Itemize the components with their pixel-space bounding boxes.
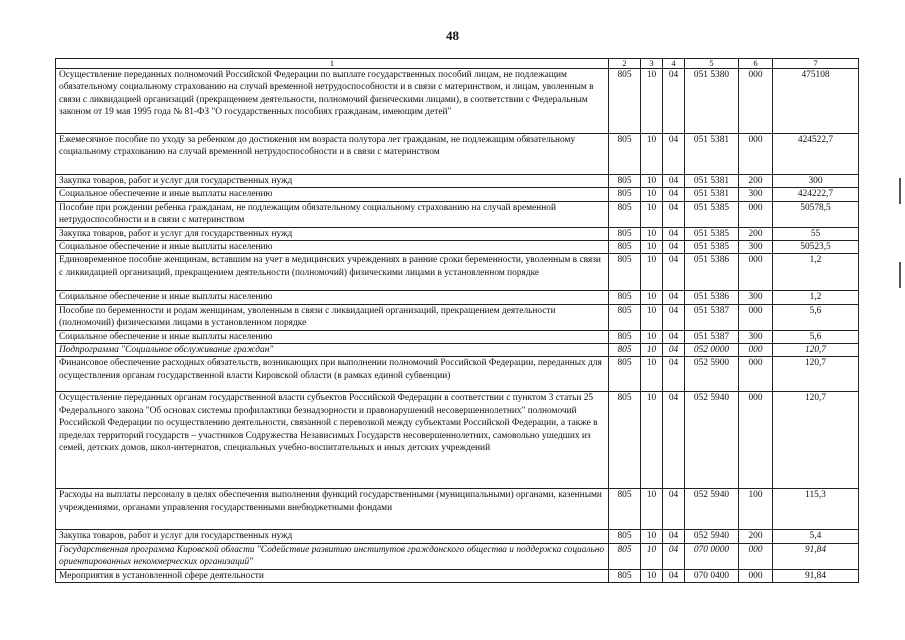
row-name-cell: Осуществление переданных органам государственной власти субъектов Российской Федерации в соответствии с пунктом 3 статьи 25 Федерального закона "Об основах системы профилактики безнадзорности и правонарушений несовершеннолетних" полномочий Российской Федерации по осуществлению деятельности, связанной с перевозкой между субъектами Российской Федерации, а также в пределах территорий государств – участников Содружества Независимых Государств несовершеннолетних, самовольно ушедших из семей, детских домов, школ-интернатов, специальных учебно-воспитательных и иных детских учреждений [56, 392, 609, 489]
target-article-cell: 052 5940 [685, 530, 739, 543]
target-article-cell: 051 5386 [685, 291, 739, 304]
page-number: 48 [446, 28, 459, 43]
admin-code-cell: 805 [609, 201, 641, 227]
expense-type-cell: 300 [739, 330, 773, 343]
section-cell: 10 [641, 241, 663, 254]
target-article-cell: 070 0000 [685, 543, 739, 569]
expense-type-cell: 000 [739, 392, 773, 489]
table-row [56, 201, 859, 227]
table-row [56, 392, 859, 489]
column-header: 5 [685, 59, 739, 69]
section-cell: 10 [641, 227, 663, 240]
expense-type-cell: 000 [739, 357, 773, 392]
section-cell: 10 [641, 188, 663, 201]
expense-type-cell: 000 [739, 543, 773, 569]
target-article-cell: 051 5380 [685, 69, 739, 134]
subsection-cell: 04 [663, 69, 685, 134]
amount-cell: 120,7 [773, 344, 859, 357]
table-row [56, 543, 859, 569]
section-cell: 10 [641, 357, 663, 392]
row-name-cell: Расходы на выплаты персоналу в целях обеспечения выполнения функций государственными (муниципальными) органами, казенными учреждениями, органами управления государственными внебюджетными фондами [56, 489, 609, 530]
column-header: 4 [663, 59, 685, 69]
amount-cell: 50523,5 [773, 241, 859, 254]
amount-cell: 5,4 [773, 530, 859, 543]
row-name-cell: Финансовое обеспечение расходных обязательств, возникающих при выполнении полномочий Российской Федерации, переданных для осуществления органам государственной власти Кировской области (в рамках единой субвенции) [56, 357, 609, 392]
column-header: 3 [641, 59, 663, 69]
amount-cell: 475108 [773, 69, 859, 134]
expense-type-cell: 200 [739, 175, 773, 188]
subsection-cell: 04 [663, 344, 685, 357]
column-header: 6 [739, 59, 773, 69]
subsection-cell: 04 [663, 489, 685, 530]
row-name-cell: Мероприятия в установленной сфере деятельности [56, 569, 609, 582]
admin-code-cell: 805 [609, 330, 641, 343]
admin-code-cell: 805 [609, 489, 641, 530]
amount-cell: 424522,7 [773, 134, 859, 175]
scan-edge-mark [899, 262, 901, 288]
admin-code-cell: 805 [609, 134, 641, 175]
target-article-cell: 051 5387 [685, 304, 739, 330]
amount-cell: 5,6 [773, 304, 859, 330]
target-article-cell: 052 5900 [685, 357, 739, 392]
scan-edge-mark [899, 178, 901, 204]
row-name-cell: Социальное обеспечение и иные выплаты населению [56, 241, 609, 254]
expense-type-cell: 000 [739, 201, 773, 227]
amount-cell: 50578,5 [773, 201, 859, 227]
table-row [56, 254, 859, 291]
section-cell: 10 [641, 304, 663, 330]
admin-code-cell: 805 [609, 227, 641, 240]
table-row [56, 357, 859, 392]
section-cell: 10 [641, 254, 663, 291]
section-cell: 10 [641, 175, 663, 188]
amount-cell: 120,7 [773, 357, 859, 392]
admin-code-cell: 805 [609, 392, 641, 489]
admin-code-cell: 805 [609, 543, 641, 569]
target-article-cell: 051 5385 [685, 227, 739, 240]
row-name-cell: Подпрограмма "Социальное обслуживание граждан" [56, 344, 609, 357]
row-name-cell: Социальное обеспечение и иные выплаты населению [56, 188, 609, 201]
subsection-cell: 04 [663, 188, 685, 201]
table-row [56, 489, 859, 530]
subsection-cell: 04 [663, 241, 685, 254]
section-cell: 10 [641, 543, 663, 569]
expense-type-cell: 000 [739, 69, 773, 134]
subsection-cell: 04 [663, 530, 685, 543]
column-header: 1 [56, 59, 609, 69]
admin-code-cell: 805 [609, 569, 641, 582]
admin-code-cell: 805 [609, 188, 641, 201]
table-row [56, 330, 859, 343]
admin-code-cell: 805 [609, 69, 641, 134]
target-article-cell: 051 5381 [685, 134, 739, 175]
row-name-cell: Осуществление переданных полномочий Российской Федерации по выплате государственных пособий лицам, не подлежащим обязательному социальному страхованию на случай временной нетрудоспособности и в связи с материнством, и лицам, уволенным в связи с ликвидацией организаций (прекращением деятельности, полномочий физическими лицами), в соответствии с Федеральным законом от 19 мая 1995 года № 81-ФЗ "О государственных пособиях гражданам, имеющим детей" [56, 69, 609, 134]
expense-type-cell: 300 [739, 241, 773, 254]
target-article-cell: 051 5385 [685, 241, 739, 254]
amount-cell: 55 [773, 227, 859, 240]
table-row [56, 134, 859, 175]
admin-code-cell: 805 [609, 344, 641, 357]
row-name-cell: Социальное обеспечение и иные выплаты населению [56, 330, 609, 343]
expense-type-cell: 000 [739, 134, 773, 175]
row-name-cell: Пособие по беременности и родам женщинам, уволенным в связи с ликвидацией организаций, прекращением деятельности (полномочий) физическими лицами в установленном порядке [56, 304, 609, 330]
table-row [56, 344, 859, 357]
admin-code-cell: 805 [609, 254, 641, 291]
amount-cell: 300 [773, 175, 859, 188]
subsection-cell: 04 [663, 254, 685, 291]
amount-cell: 91,84 [773, 569, 859, 582]
target-article-cell: 070 0400 [685, 569, 739, 582]
amount-cell: 1,2 [773, 291, 859, 304]
table-row [56, 530, 859, 543]
row-name-cell: Единовременное пособие женщинам, вставшим на учет в медицинских учреждениях в ранние сроки беременности, уволенным в связи с ликвидацией организаций, прекращением деятельности (полномочий) физическими лицами в установленном порядке [56, 254, 609, 291]
budget-table [55, 58, 859, 583]
subsection-cell: 04 [663, 291, 685, 304]
expense-type-cell: 200 [739, 227, 773, 240]
row-name-cell: Социальное обеспечение и иные выплаты населению [56, 291, 609, 304]
section-cell: 10 [641, 201, 663, 227]
expense-type-cell: 000 [739, 569, 773, 582]
subsection-cell: 04 [663, 134, 685, 175]
section-cell: 10 [641, 530, 663, 543]
column-header: 7 [773, 59, 859, 69]
admin-code-cell: 805 [609, 175, 641, 188]
table-row [56, 188, 859, 201]
admin-code-cell: 805 [609, 304, 641, 330]
row-name-cell: Закупка товаров, работ и услуг для государственных нужд [56, 530, 609, 543]
subsection-cell: 04 [663, 227, 685, 240]
target-article-cell: 051 5385 [685, 201, 739, 227]
table-row [56, 291, 859, 304]
section-cell: 10 [641, 330, 663, 343]
subsection-cell: 04 [663, 304, 685, 330]
amount-cell: 115,3 [773, 489, 859, 530]
subsection-cell: 04 [663, 330, 685, 343]
target-article-cell: 051 5381 [685, 188, 739, 201]
section-cell: 10 [641, 344, 663, 357]
target-article-cell: 051 5381 [685, 175, 739, 188]
expense-type-cell: 300 [739, 291, 773, 304]
subsection-cell: 04 [663, 175, 685, 188]
amount-cell: 120,7 [773, 392, 859, 489]
table-header-row [56, 59, 859, 69]
subsection-cell: 04 [663, 357, 685, 392]
table-row [56, 241, 859, 254]
section-cell: 10 [641, 134, 663, 175]
section-cell: 10 [641, 489, 663, 530]
amount-cell: 91,84 [773, 543, 859, 569]
target-article-cell: 052 0000 [685, 344, 739, 357]
target-article-cell: 051 5386 [685, 254, 739, 291]
amount-cell: 1,2 [773, 254, 859, 291]
table-row [56, 569, 859, 582]
expense-type-cell: 300 [739, 188, 773, 201]
expense-type-cell: 100 [739, 489, 773, 530]
target-article-cell: 051 5387 [685, 330, 739, 343]
row-name-cell: Закупка товаров, работ и услуг для государственных нужд [56, 227, 609, 240]
section-cell: 10 [641, 569, 663, 582]
table-row [56, 175, 859, 188]
amount-cell: 424222,7 [773, 188, 859, 201]
admin-code-cell: 805 [609, 241, 641, 254]
subsection-cell: 04 [663, 201, 685, 227]
row-name-cell: Ежемесячное пособие по уходу за ребенком до достижения им возраста полутора лет гражданам, не подлежащим обязательному социальному страхованию на случай временной нетрудоспособности и в связи с материнством [56, 134, 609, 175]
expense-type-cell: 000 [739, 254, 773, 291]
section-cell: 10 [641, 392, 663, 489]
table-row [56, 227, 859, 240]
row-name-cell: Закупка товаров, работ и услуг для государственных нужд [56, 175, 609, 188]
subsection-cell: 04 [663, 392, 685, 489]
subsection-cell: 04 [663, 569, 685, 582]
expense-type-cell: 000 [739, 344, 773, 357]
table-row [56, 69, 859, 134]
subsection-cell: 04 [663, 543, 685, 569]
admin-code-cell: 805 [609, 291, 641, 304]
admin-code-cell: 805 [609, 357, 641, 392]
section-cell: 10 [641, 291, 663, 304]
table-row [56, 304, 859, 330]
row-name-cell: Пособие при рождении ребенка гражданам, не подлежащим обязательному социальному страхованию на случай временной нетрудоспособности и в связи с материнством [56, 201, 609, 227]
expense-type-cell: 200 [739, 530, 773, 543]
expense-type-cell: 000 [739, 304, 773, 330]
section-cell: 10 [641, 69, 663, 134]
row-name-cell: Государственная программа Кировской области "Содействие развитию институтов гражданского общества и поддержка социально ориентированных некоммерческих организаций" [56, 543, 609, 569]
admin-code-cell: 805 [609, 530, 641, 543]
column-header: 2 [609, 59, 641, 69]
target-article-cell: 052 5940 [685, 392, 739, 489]
amount-cell: 5,6 [773, 330, 859, 343]
target-article-cell: 052 5940 [685, 489, 739, 530]
